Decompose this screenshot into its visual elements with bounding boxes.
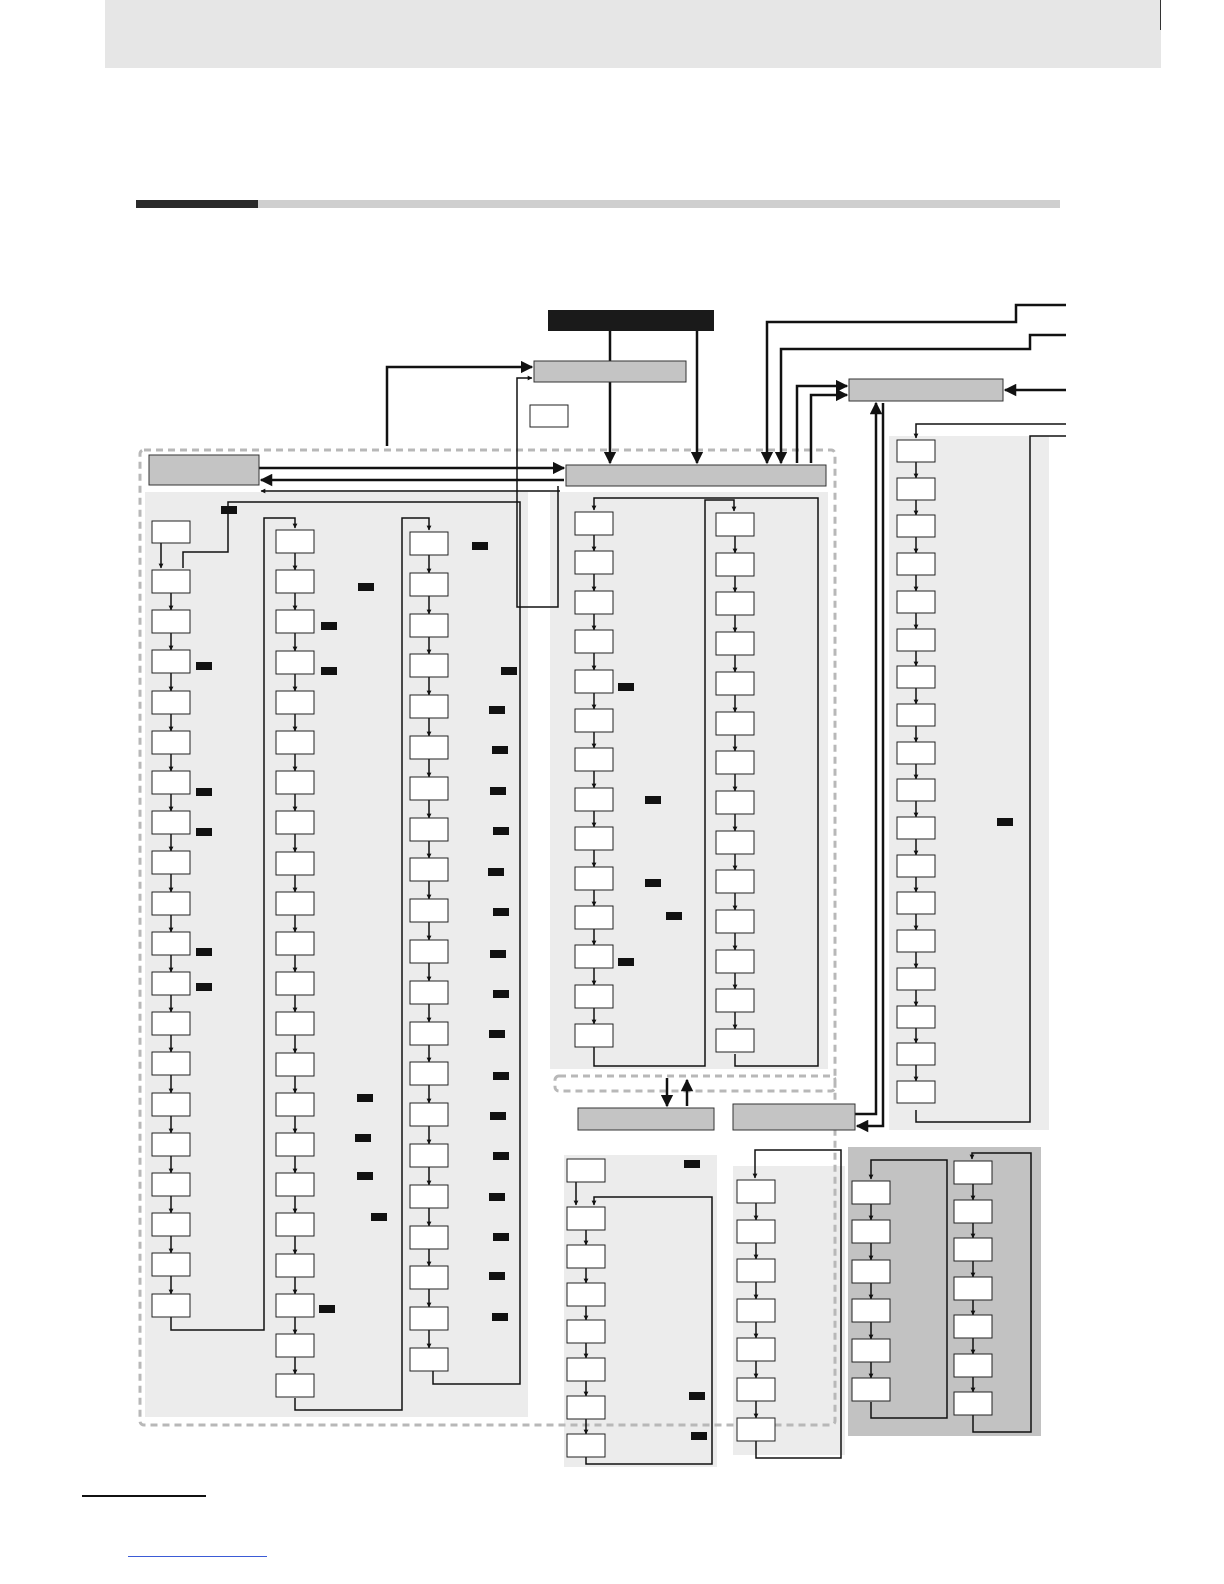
third-column-item-3	[410, 614, 448, 637]
bottom-middle-column-item-3	[737, 1259, 775, 1282]
bottom-left-start-box	[567, 1159, 605, 1182]
key-badge-14	[319, 1305, 335, 1313]
second-column-item-7	[276, 771, 314, 794]
second-column-item-3	[276, 610, 314, 633]
key-badge-41	[691, 1432, 707, 1440]
bottom-left-column-item-4	[567, 1320, 605, 1343]
key-badge-36	[666, 912, 682, 920]
center-left-column-item-5	[575, 670, 613, 693]
bottom-right-b-column-item-5	[954, 1315, 992, 1338]
right-menu-to-bottom-right-arrow	[857, 403, 883, 1126]
key-badge-3	[196, 788, 212, 796]
second-column-item-19	[276, 1254, 314, 1277]
bottom-middle-column-item-7	[737, 1418, 775, 1441]
left-column-item-16	[152, 1173, 190, 1196]
key-badge-13	[371, 1213, 387, 1221]
center-left-column-item-3	[575, 591, 613, 614]
key-badge-35	[645, 879, 661, 887]
right-column-item-12	[897, 855, 935, 877]
center-right-column-item-7	[716, 751, 754, 774]
bottom-right-b-column-item-4	[954, 1277, 992, 1300]
key-badge-20	[493, 827, 509, 835]
center-left-column-item-8	[575, 788, 613, 811]
second-column-item-8	[276, 811, 314, 834]
center-left-column-item-13	[575, 985, 613, 1008]
right-column-item-7	[897, 666, 935, 688]
right-column-item-8	[897, 704, 935, 726]
key-badge-40	[689, 1392, 705, 1400]
left-column-item-2	[152, 610, 190, 633]
key-badge-39	[684, 1160, 700, 1168]
bottom-right-a-column-item-1	[852, 1181, 890, 1204]
bottom-middle-column-item-5	[737, 1338, 775, 1361]
left-column-item-13	[152, 1052, 190, 1075]
left-column-item-15	[152, 1133, 190, 1156]
right-column-item-4	[897, 553, 935, 575]
key-badge-34	[645, 796, 661, 804]
second-column-item-1	[276, 530, 314, 553]
center-right-column-item-10	[716, 870, 754, 893]
center-left-column-item-4	[575, 630, 613, 653]
third-column-item-4	[410, 654, 448, 677]
center-to-right-menu-arrow-2	[811, 395, 847, 463]
second-column-item-13	[276, 1012, 314, 1035]
left-column-item-10	[152, 932, 190, 955]
third-column-item-2	[410, 573, 448, 596]
left-column-item-17	[152, 1213, 190, 1236]
center-right-column-item-1	[716, 513, 754, 536]
left-column-item-8	[152, 851, 190, 874]
center-left-column-item-7	[575, 748, 613, 771]
key-badge-33	[618, 683, 634, 691]
key-badge-21	[488, 868, 504, 876]
third-column-item-6	[410, 736, 448, 759]
key-badge-5	[196, 948, 212, 956]
third-column-item-9	[410, 858, 448, 881]
second-column-item-22	[276, 1374, 314, 1397]
left-column-item-19	[152, 1294, 190, 1317]
left-column-item-1	[152, 570, 190, 593]
second-column-item-14	[276, 1053, 314, 1076]
second-column-item-20	[276, 1294, 314, 1317]
right-column-item-6	[897, 629, 935, 651]
center-right-column-item-4	[716, 632, 754, 655]
key-badge-27	[490, 1112, 506, 1120]
third-column-item-14	[410, 1062, 448, 1085]
bottom-right-a-column-item-4	[852, 1299, 890, 1322]
left-column-item-11	[152, 972, 190, 995]
bottom-left-column-item-2	[567, 1245, 605, 1268]
third-column-item-10	[410, 899, 448, 922]
key-badge-8	[321, 622, 337, 630]
center-right-column-item-5	[716, 672, 754, 695]
bottom-right-a-column-item-2	[852, 1220, 890, 1243]
second-column-item-11	[276, 932, 314, 955]
third-column-item-15	[410, 1103, 448, 1126]
bottom-right-b-column-item-7	[954, 1392, 992, 1415]
second-column-item-4	[276, 651, 314, 674]
right-column-item-1	[897, 440, 935, 462]
left-to-top-menu-arrow	[387, 367, 532, 446]
second-column-item-18	[276, 1213, 314, 1236]
third-column-item-19	[410, 1266, 448, 1289]
third-column-item-20	[410, 1307, 448, 1330]
center-right-column-item-11	[716, 910, 754, 933]
bottom-right-a-column-item-5	[852, 1339, 890, 1362]
second-column-item-9	[276, 852, 314, 875]
bottom-left-panel-background	[564, 1155, 717, 1467]
center-left-column-item-10	[575, 867, 613, 890]
right-column-item-5	[897, 591, 935, 613]
center-left-column-item-6	[575, 709, 613, 732]
dashed-group-outline-lower	[555, 1076, 835, 1091]
key-badge-26	[493, 1072, 509, 1080]
key-badge-4	[196, 828, 212, 836]
third-column-item-17	[410, 1185, 448, 1208]
key-badge-25	[489, 1030, 505, 1038]
key-badge-24	[493, 990, 509, 998]
second-column-item-16	[276, 1133, 314, 1156]
center-right-column-item-2	[716, 553, 754, 576]
bottom-right-a-column-item-6	[852, 1378, 890, 1401]
key-badge-23	[490, 950, 506, 958]
bottom-right-grey-menu-box	[733, 1104, 855, 1130]
key-badge-22	[493, 908, 509, 916]
key-badge-2	[196, 662, 212, 670]
third-column-item-11	[410, 940, 448, 963]
left-column-item-7	[152, 811, 190, 834]
left-column-item-12	[152, 1012, 190, 1035]
bottom-right-b-column-item-2	[954, 1200, 992, 1223]
bottom-left-column-item-5	[567, 1358, 605, 1381]
key-badge-10	[357, 1094, 373, 1102]
left-column-item-6	[152, 771, 190, 794]
key-badge-19	[490, 787, 506, 795]
center-panel-background	[550, 492, 828, 1069]
left-column-item-14	[152, 1093, 190, 1116]
second-column-item-6	[276, 731, 314, 754]
center-right-column-item-6	[716, 712, 754, 735]
key-badge-9	[321, 667, 337, 675]
bottom-middle-column-item-6	[737, 1378, 775, 1401]
third-column-item-18	[410, 1226, 448, 1249]
third-column-item-12	[410, 981, 448, 1004]
bottom-middle-column-item-4	[737, 1299, 775, 1322]
left-column-item-9	[152, 892, 190, 915]
bottom-right-to-right-menu-arrow	[855, 403, 876, 1114]
bottom-middle-column-item-1	[737, 1180, 775, 1203]
key-badge-38	[997, 818, 1013, 826]
center-left-column-item-14	[575, 1024, 613, 1047]
second-column-item-15	[276, 1093, 314, 1116]
footer-rule	[82, 1495, 206, 1497]
bottom-left-column-item-7	[567, 1434, 605, 1457]
key-badge-37	[618, 958, 634, 966]
right-grey-menu-box	[849, 379, 1003, 401]
bottom-left-grey-menu-box	[578, 1108, 714, 1130]
right-column-item-16	[897, 1006, 935, 1028]
key-badge-32	[492, 1313, 508, 1321]
bottom-left-column-item-6	[567, 1396, 605, 1419]
center-right-column-item-9	[716, 831, 754, 854]
left-column-item-5	[152, 731, 190, 754]
right-column-item-15	[897, 968, 935, 990]
center-left-column-item-11	[575, 906, 613, 929]
center-left-column-item-12	[575, 945, 613, 968]
center-right-column-item-8	[716, 791, 754, 814]
third-column-item-1	[410, 532, 448, 555]
center-right-column-item-14	[716, 1029, 754, 1052]
left-column-item-18	[152, 1253, 190, 1276]
second-column-item-5	[276, 691, 314, 714]
center-left-column-item-9	[575, 827, 613, 850]
center-right-column-item-13	[716, 989, 754, 1012]
left-column-item-3	[152, 650, 190, 673]
third-column-item-5	[410, 695, 448, 718]
right-column-item-18	[897, 1081, 935, 1103]
bottom-right-b-column-item-1	[954, 1161, 992, 1184]
bottom-left-column-item-1	[567, 1207, 605, 1230]
second-column-item-17	[276, 1173, 314, 1196]
center-left-column-item-1	[575, 512, 613, 535]
key-badge-1	[221, 506, 237, 514]
bottom-right-b-column-item-3	[954, 1238, 992, 1261]
small-legend-box	[530, 405, 568, 427]
bottom-middle-column-item-2	[737, 1220, 775, 1243]
second-column-item-10	[276, 892, 314, 915]
third-column-item-21	[410, 1348, 448, 1371]
right-column-item-13	[897, 892, 935, 914]
center-right-column-item-12	[716, 950, 754, 973]
key-badge-11	[355, 1134, 371, 1142]
footer-link-underline	[128, 1556, 267, 1557]
right-column-item-9	[897, 742, 935, 764]
third-column-item-13	[410, 1022, 448, 1045]
bottom-left-column-item-3	[567, 1283, 605, 1306]
key-badge-29	[489, 1193, 505, 1201]
left-column-item-4	[152, 691, 190, 714]
right-column-item-14	[897, 930, 935, 952]
key-badge-7	[358, 583, 374, 591]
third-column-item-7	[410, 777, 448, 800]
key-badge-6	[196, 983, 212, 991]
key-badge-30	[493, 1233, 509, 1241]
key-badge-16	[501, 667, 517, 675]
center-grey-menu-box	[566, 465, 826, 486]
right-column-item-3	[897, 515, 935, 537]
key-badge-17	[489, 706, 505, 714]
center-right-column-item-3	[716, 592, 754, 615]
right-column-item-17	[897, 1043, 935, 1065]
bottom-right-b-column-item-6	[954, 1354, 992, 1377]
right-column-item-2	[897, 478, 935, 500]
key-badge-15	[472, 542, 488, 550]
key-badge-12	[357, 1172, 373, 1180]
key-badge-28	[493, 1152, 509, 1160]
second-column-item-12	[276, 972, 314, 995]
center-left-column-item-2	[575, 551, 613, 574]
left-grey-menu-box	[149, 455, 259, 485]
second-column-item-2	[276, 570, 314, 593]
key-badge-31	[489, 1272, 505, 1280]
left-column-start-box	[152, 521, 190, 543]
right-column-item-10	[897, 779, 935, 801]
third-column-item-8	[410, 818, 448, 841]
top-grey-menu-box	[534, 361, 686, 382]
bottom-right-a-column-item-3	[852, 1260, 890, 1283]
right-column-item-11	[897, 817, 935, 839]
second-column-item-21	[276, 1334, 314, 1357]
key-badge-18	[492, 746, 508, 754]
top-black-header-box	[548, 310, 714, 331]
third-column-item-16	[410, 1144, 448, 1167]
